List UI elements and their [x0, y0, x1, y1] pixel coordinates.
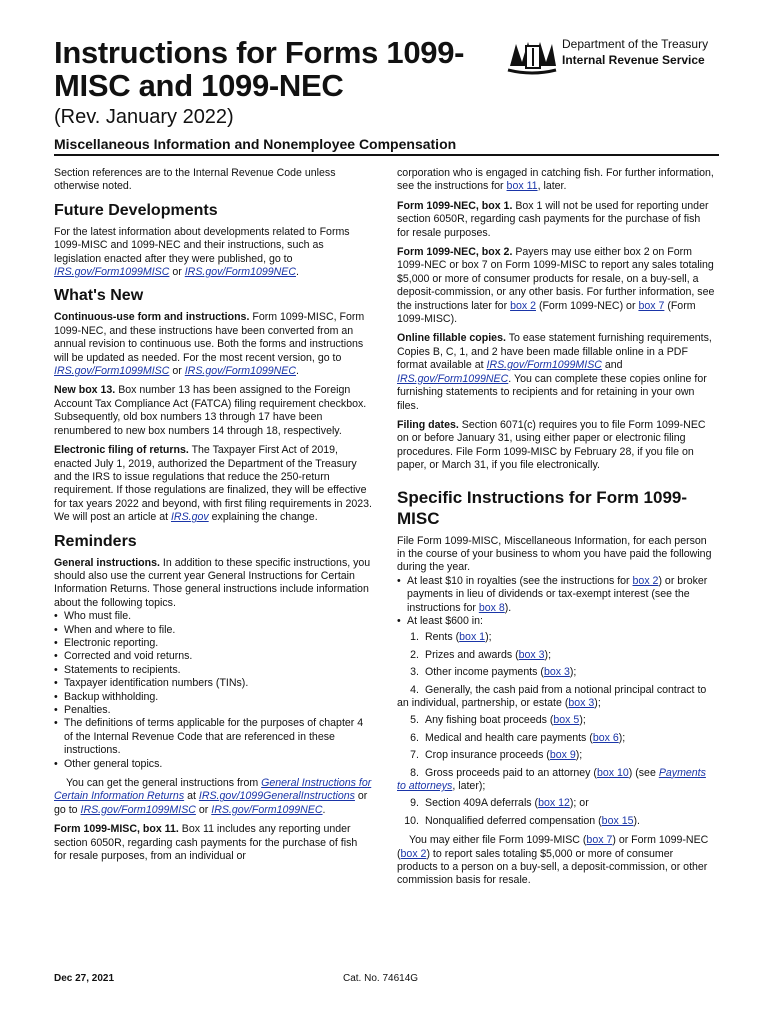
document-subtitle: Miscellaneous Information and Nonemployee Compensation [54, 136, 457, 152]
link-form1099misc[interactable]: IRS.gov/Form1099MISC [54, 365, 170, 378]
link-box-6[interactable]: box 6 [592, 731, 619, 744]
get-general-instructions-paragraph: You can get the general instructions from General Instructions for Certain Information Returns at IRS.gov/1099GeneralInstructions or go to IRS.gov/Form1099MISC or IRS.gov/Form1099NEC. [54, 777, 372, 816]
footer-catalog-number: Cat. No. 74614G [343, 973, 419, 984]
list-item: • The definitions of terms applicable for the purposes of chapter 4 of the Internal Revenue Code that are referenced in these instructions. [54, 717, 372, 757]
list-item: • When and where to file. [54, 624, 372, 637]
link-form1099nec[interactable]: IRS.gov/Form1099NEC [184, 365, 297, 378]
agency-line-2: Internal Revenue Service [562, 53, 705, 67]
agency-line-1: Department of the Treasury [562, 37, 709, 51]
link-1099-general-instructions[interactable]: IRS.gov/1099GeneralInstructions [198, 790, 355, 803]
payment-thresholds-list [397, 575, 715, 629]
list-item: 4. Generally, the cash paid from a notional principal contract to an individual, partnership, or estate (box 3); [397, 683, 707, 709]
general-instructions-paragraph: General instructions. In addition to these specific instructions, you should also use the current year General Instructions for Certain Information Returns. Those general instructions include information about the following topics. [54, 556, 371, 609]
link-box-3[interactable]: box 3 [543, 666, 570, 679]
online-fillable-paragraph: Online fillable copies. To ease statement furnishing requirements, Copies B, C, 1, and 2 have been made fillable online in a PDF format available at IRS.gov/Form1099MISC and IRS.gov/Form1099NEC. You can complete these copies online for furnishing statements to recipients and for retaining in your own files. [397, 332, 712, 412]
list-item: 2. Prizes and awards (box 3); [410, 648, 552, 661]
list-item: 9. Section 409A deferrals (box 12); or [410, 797, 589, 810]
link-box-3[interactable]: box 3 [568, 697, 595, 709]
electronic-filing-paragraph: Electronic filing of returns. The Taxpayer First Act of 2019, enacted July 1, 2019, authorized the Department of the Treasury and the IRS to issue regulations that reduce the 250-return requirement. If those regulations are finalized, they will be effective for tax years 2022 and beyond, with first filing requirements in 2023. We will post an article at IRS.gov explaining the change. [54, 444, 372, 524]
revision-date: (Rev. January 2022) [54, 106, 234, 128]
future-developments-paragraph: For the latest information about developments related to Forms 1099-MISC and 1099-NEC and their instructions, such as legislation enacted after they were published, go to IRS.gov/Form1099MISC or IRS.gov/Form1099NEC. [54, 225, 350, 279]
intro-paragraph: Section references are to the Internal Revenue Code unless otherwise noted. [54, 167, 336, 193]
link-box-7[interactable]: box 7 [586, 834, 613, 847]
list-item: • Penalties. [54, 704, 372, 717]
continued-paragraph: corporation who is engaged in catching fish. For further information, see the instructions for box 11, later. [397, 167, 714, 193]
link-form1099nec[interactable]: IRS.gov/Form1099NEC [184, 266, 297, 279]
link-irs-gov[interactable]: IRS.gov [170, 511, 209, 524]
link-box-2[interactable]: box 2 [510, 299, 536, 312]
link-box-12[interactable]: box 12 [538, 797, 570, 810]
irs-eagle-icon [506, 36, 558, 76]
list-item: • Taxpayer identification numbers (TINs). [54, 677, 372, 690]
future-developments-heading: Future Developments [54, 201, 218, 219]
link-box-15[interactable]: box 15 [601, 814, 634, 827]
list-item: 3. Other income payments (box 3); [410, 666, 577, 679]
continuous-use-paragraph: Continuous-use form and instructions. Form 1099-MISC, Form 1099-NEC, and these instructions have been converted from an annual revision to continuous use. Both the forms and instructions will be updated as needed. For the most recent version, go to IRS.gov/Form1099MISC or IRS.gov/Form1099NEC. [54, 311, 365, 378]
list-item: • At least $600 in: [397, 615, 715, 628]
list-item: • Electronic reporting. [54, 637, 372, 650]
list-item: • Who must file. [54, 610, 372, 623]
misc-box11-paragraph: Form 1099-MISC, box 11. Box 11 includes any reporting under section 6050R, regarding cash payments for the purchase of fish for resale purposes, from an individual or [54, 823, 358, 863]
list-item: 10. Nonqualified deferred compensation (box 15). [404, 814, 640, 827]
agency-name [562, 36, 708, 68]
specific-instructions-paragraph: File Form 1099-MISC, Miscellaneous Information, for each person in the course of your business to whom you have paid the following during the year. [397, 534, 712, 574]
link-box-2[interactable]: box 2 [632, 574, 659, 587]
link-general-instructions[interactable]: General Instructions for Certain Information Returns [54, 777, 372, 803]
list-item: 6. Medical and health care payments (box 6); [410, 731, 626, 744]
link-form1099misc[interactable]: IRS.gov/Form1099MISC [54, 266, 170, 279]
link-box-8[interactable]: box 8 [478, 601, 505, 614]
filing-dates-paragraph: Filing dates. Section 6071(c) requires you to file Form 1099-NEC on or before January 31, using either paper or electronic filing procedures. File Form 1099-MISC by February 28, if you file on paper, or March 31, if you file electronically. [397, 418, 706, 472]
link-box-10[interactable]: box 10 [596, 766, 629, 779]
whats-new-heading: What's New [54, 287, 144, 305]
list-item: 5. Any fishing boat proceeds (box 5); [410, 714, 586, 727]
link-box-2[interactable]: box 2 [400, 847, 427, 860]
link-form1099nec[interactable]: IRS.gov/Form1099NEC [397, 372, 509, 385]
link-box-9[interactable]: box 9 [549, 749, 576, 762]
document-title: Instructions for Forms 1099-MISC and 1099-NEC [54, 35, 465, 103]
list-item: 8. Gross proceeds paid to an attorney (box 10) (see Payments to attorneys, later); [397, 766, 706, 793]
right-column [397, 167, 715, 894]
link-form1099misc[interactable]: IRS.gov/Form1099MISC [486, 359, 602, 372]
link-box-5[interactable]: box 5 [553, 714, 580, 727]
link-box-1[interactable]: box 1 [459, 631, 486, 644]
list-item: • Other general topics. [54, 758, 372, 771]
list-item: 7. Crop insurance proceeds (box 9); [410, 749, 583, 762]
list-item: • Corrected and void returns. [54, 650, 372, 663]
link-form1099misc[interactable]: IRS.gov/Form1099MISC [80, 803, 196, 816]
payment-types-list [397, 631, 715, 828]
link-payments-to-attorneys[interactable]: Payments to attorneys [397, 766, 706, 793]
topics-list [54, 610, 372, 771]
list-item: • Statements to recipients. [54, 664, 372, 677]
nec-box1-paragraph: Form 1099-NEC, box 1. Box 1 will not be used for reporting under section 6050R, regarding cash payments for the purchase of fish for resale purposes. [397, 199, 709, 239]
either-form-paragraph: You may either file Form 1099-MISC (box 7) or Form 1099-NEC (box 2) to report sales totaling $5,000 or more of consumer products to a person on a buy-sell, a deposit-commission, or other commission basis for resale. [397, 834, 709, 887]
new-box13-paragraph: New box 13. Box number 13 has been assigned to the Foreign Account Tax Compliance Act (FATCA) filing requirement checkbox. Subsequently, old box numbers 13 through 17 have been renumbered to new box numbers 14 through 18, respectively. [54, 384, 367, 437]
reminders-heading: Reminders [54, 532, 137, 550]
list-item: • Backup withholding. [54, 691, 372, 704]
list-item: 1. Rents (box 1); [410, 631, 492, 644]
list-item: • At least $10 in royalties (see the instructions for box 2) or broker payments in lieu of dividends or tax-exempt interest (see the instructions for box 8). [397, 575, 715, 615]
link-form1099nec[interactable]: IRS.gov/Form1099NEC [211, 803, 323, 816]
header-rule [54, 154, 719, 156]
nec-box2-paragraph: Form 1099-NEC, box 2. Payers may use either box 2 on Form 1099-NEC or box 7 on Form 1099-MISC to report any sales totaling $5,000 or more of consumer products for resale, on a buy-sell, a deposit-commission, or any other basis. For further information, see the instructions later for box 2 (Form 1099-NEC) or box 7 (Form 1099-MISC). [397, 246, 715, 326]
link-box-3[interactable]: box 3 [518, 648, 545, 661]
link-box-7[interactable]: box 7 [638, 299, 665, 312]
footer-date: Dec 27, 2021 [54, 973, 115, 984]
document-header [54, 36, 719, 156]
link-box-11[interactable]: box 11 [506, 180, 538, 193]
left-column [54, 167, 372, 869]
specific-instructions-heading: Specific Instructions for Form 1099-MISC [397, 487, 688, 528]
